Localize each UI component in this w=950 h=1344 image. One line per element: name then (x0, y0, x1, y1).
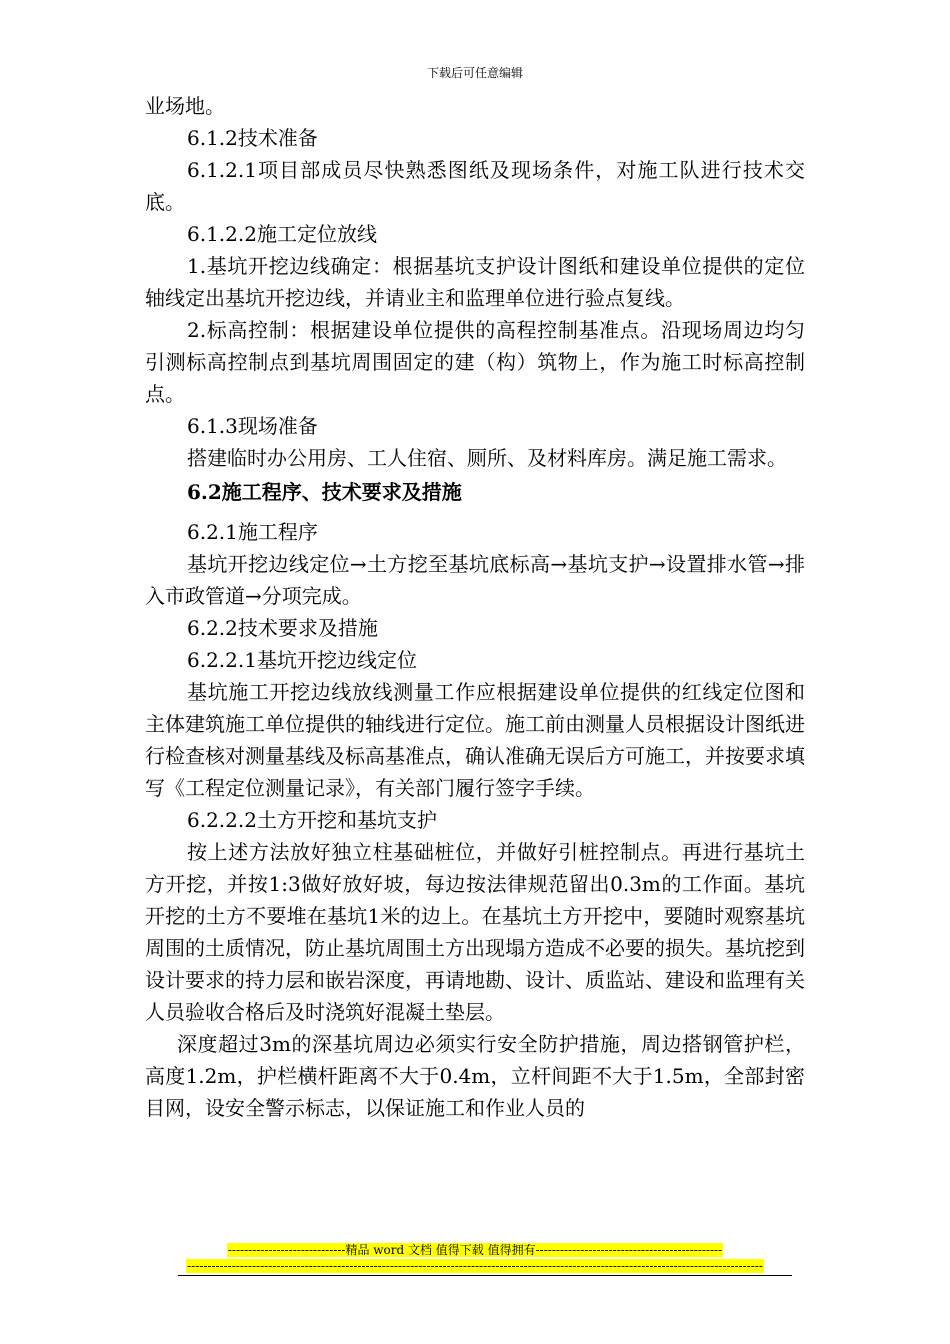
section-title: 6.2.2技术要求及措施 (187, 616, 378, 640)
paragraph: 基坑开挖边线定位→土方挖至基坑底标高→基坑支护→设置排水管→排入市政管道→分项完成。 (145, 552, 805, 608)
chapter-heading: 6.2施工程序、技术要求及措施 (187, 480, 462, 504)
paragraph: 1.基坑开挖边线确定：根据基坑支护设计图纸和建设单位提供的定位轴线定出基坑开挖边线，并请业主和监理单位进行验点复线。 (145, 254, 805, 310)
footer-banner-text: -----------------------------精品 word 文档 值得下载 值得拥有---------------------------------------------- (227, 1243, 723, 1257)
document-body (145, 90, 805, 1124)
section-title: 6.2.1施工程序 (187, 520, 318, 544)
paragraph: 搭建临时办公用房、工人住宿、厕所、及材料库房。满足施工需求。 (187, 446, 787, 470)
footer-banner (0, 1243, 950, 1257)
paragraph: 按上述方法放好独立柱基础桩位，并做好引桩控制点。再进行基坑土方开挖，并按1:3做好放好坡，每边按法律规范留出0.3m的工作面。基坑开挖的土方不要堆在基坑1米的边上。在基坑土方开挖中，要随时观察基坑周围的土质情况，防止基坑周围土方出现塌方造成不必要的损失。基坑挖到设计要求的持力层和嵌岩深度，再请地勘、设计、质监站、建设和监理有关人员验收合格后及时浇筑好混凝土垫层。 (145, 840, 805, 1024)
section-title: 6.2.2.2土方开挖和基坑支护 (187, 808, 437, 832)
section-title: 6.1.2.2施工定位放线 (187, 222, 377, 246)
page-header: 下载后可任意编辑 (426, 66, 523, 80)
footer-dashes (0, 1259, 950, 1273)
section-title: 6.1.2技术准备 (187, 126, 318, 150)
section-title: 6.1.3现场准备 (187, 414, 318, 438)
paragraph: 深度超过3m的深基坑周边必须实行安全防护措施，周边搭钢管护栏，高度1.2m，护栏横杆距离不大于0.4m，立杆间距不大于1.5m，全部封密目网，设安全警示标志，以保证施工和作业人员的 (145, 1032, 805, 1120)
section-title: 6.2.2.1基坑开挖边线定位 (187, 648, 417, 672)
footer-rule (178, 1275, 792, 1276)
footer-dashes-text: ---------------------------------------------------------------------------------------------------------------------------------------------- (187, 1259, 763, 1273)
paragraph: 2.标高控制：根据建设单位提供的高程控制基准点。沿现场周边均匀引测标高控制点到基坑周围固定的建（构）筑物上，作为施工时标高控制点。 (145, 318, 805, 406)
paragraph: 6.1.2.1项目部成员尽快熟悉图纸及现场条件，对施工队进行技术交底。 (145, 158, 805, 214)
paragraph: 基坑施工开挖边线放线测量工作应根据建设单位提供的红线定位图和主体建筑施工单位提供的轴线进行定位。施工前由测量人员根据设计图纸进行检查核对测量基线及标高基准点，确认准确无误后方可施工，并按要求填写《工程定位测量记录》，有关部门履行签字手续。 (145, 680, 805, 800)
paragraph: 业场地。 (145, 94, 225, 118)
